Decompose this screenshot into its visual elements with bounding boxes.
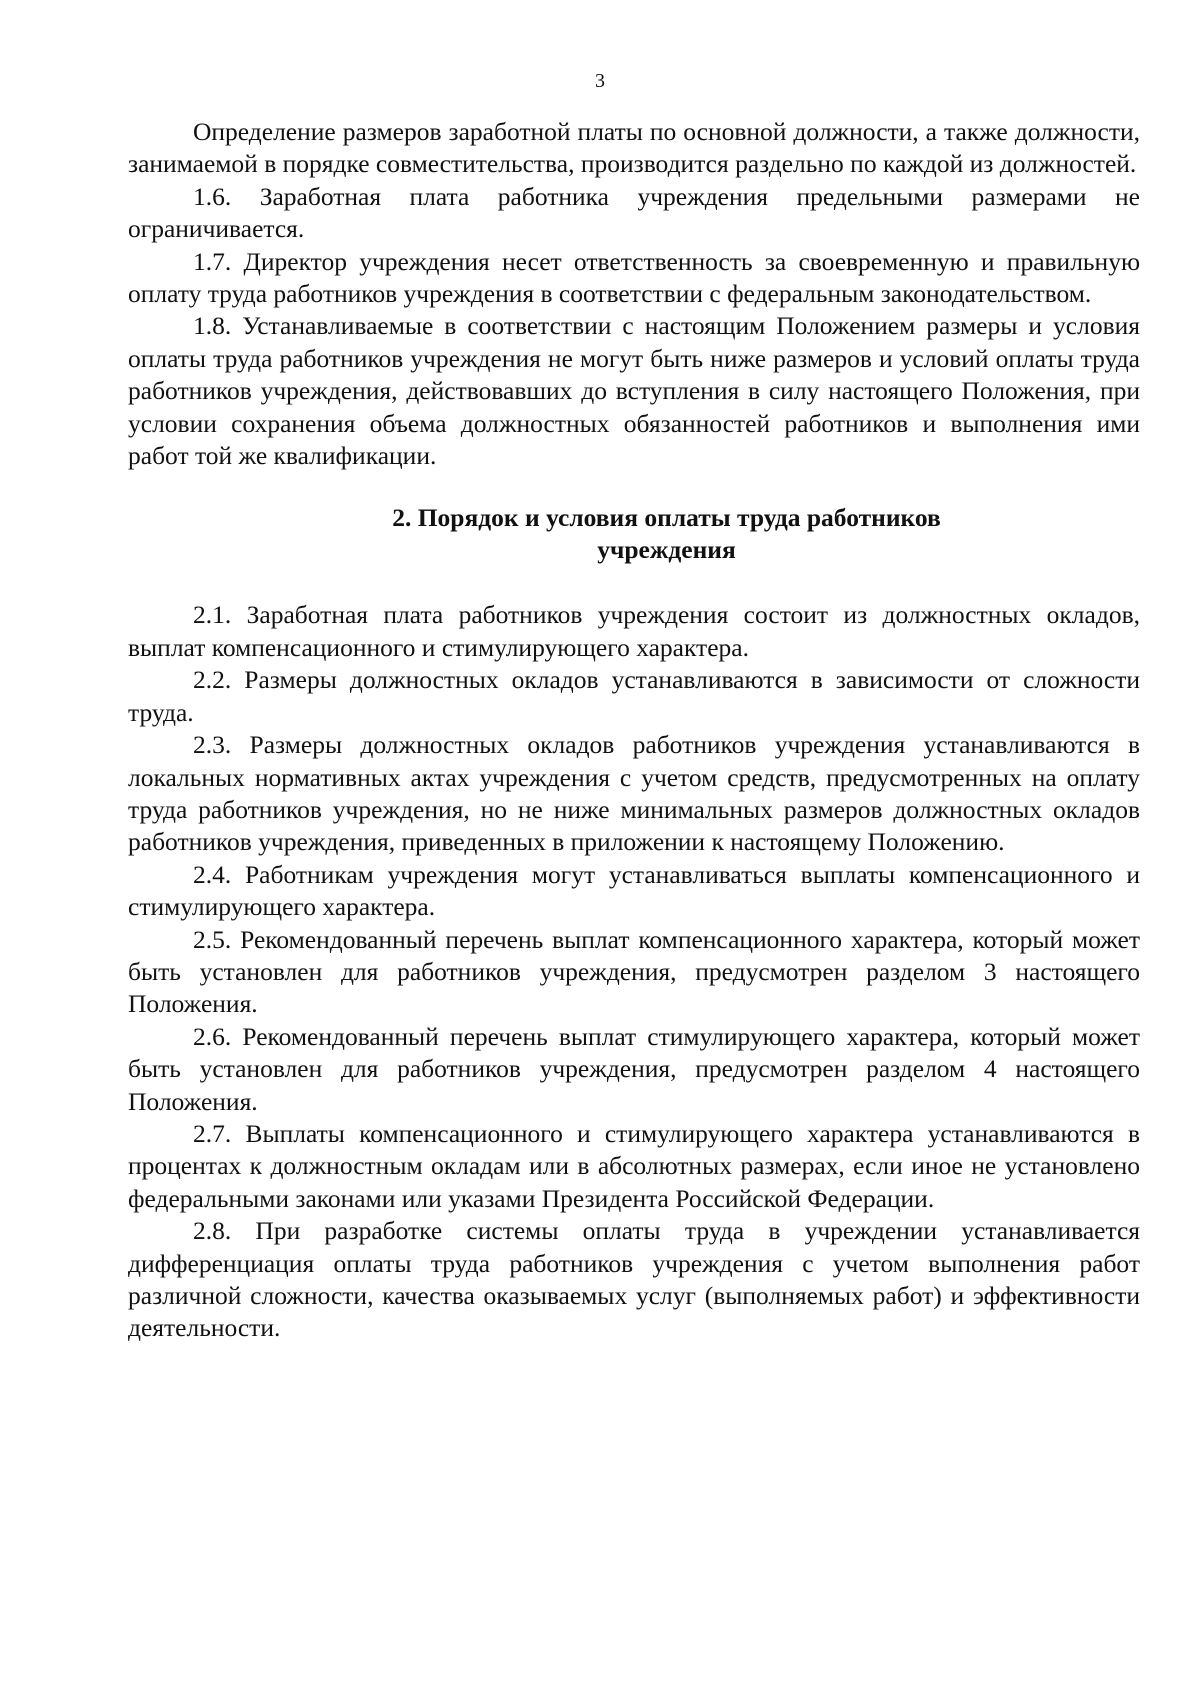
section-1-continuation [128, 116, 1140, 472]
section-2-heading [128, 502, 1140, 566]
paragraph-2-8: 2.8. При разработке системы оплаты труда в учреждении устанавливается дифференциация оплаты труда работников учреждения с учетом выполнения работ различной сложности, качества оказываемых услуг (выполняемых работ) и эффективности деятельности. [128, 1216, 1140, 1343]
section-2-heading-line-1: 2. Порядок и условия оплаты труда работников [392, 503, 941, 533]
spacer [128, 566, 1140, 599]
paragraph-2-1: 2.1. Заработная плата работников учреждения состоит из должностных окладов, выплат компенсационного и стимулирующего характера. [128, 600, 1140, 662]
section-2-heading-line-2: учреждения [597, 535, 736, 565]
paragraph-1-8: 1.8. Устанавливаемые в соответствии с настоящим Положением размеры и условия оплаты труда работников учреждения не могут быть ниже размеров и условий оплаты труда работников учреждения, действовавших до вступления в силу настоящего Положения, при условии сохранения объема должностных обязанностей работников и выполнения ими работ той же квалификации. [128, 311, 1140, 471]
paragraph-2-5: 2.5. Рекомендованный перечень выплат компенсационного характера, который может быть установлен для работников учреждения, предусмотрен разделом 3 настоящего Положения. [128, 924, 1140, 1019]
document-body [128, 116, 1140, 1345]
spacer [128, 472, 1140, 502]
paragraph-1-5-continuation: Определение размеров заработной платы по основной должности, а также должности, занимаемой в порядке совместительства, производится раздельно по каждой из должностей. [128, 117, 1140, 179]
paragraph-2-7: 2.7. Выплаты компенсационного и стимулирующего характера устанавливаются в процентах к должностным окладам или в абсолютных размерах, если иное не установлено федеральными законами или указами Президента Российской Федерации. [128, 1118, 1140, 1213]
paragraph-1-6: 1.6. Заработная плата работника учреждения предельными размерами не ограничивается. [128, 181, 1140, 244]
page-number: 3 [595, 70, 605, 92]
paragraph-2-2: 2.2. Размеры должностных окладов устанавливаются в зависимости от сложности труда. [128, 665, 1140, 727]
section-2-body [128, 599, 1140, 1344]
paragraph-2-6: 2.6. Рекомендованный перечень выплат стимулирующего характера, который может быть установлен для работников учреждения, предусмотрен разделом 4 настоящего Положения. [128, 1021, 1140, 1116]
paragraph-2-4: 2.4. Работникам учреждения могут устанавливаться выплаты компенсационного и стимулирующего характера. [128, 859, 1140, 922]
paragraph-2-3: 2.3. Размеры должностных окладов работников учреждения устанавливаются в локальных нормативных актах учреждения с учетом средств, предусмотренных на оплату труда работников учреждения, но не ниже минимальных размеров должностных окладов работников учреждения, приведенных в приложении к настоящему Положению. [128, 730, 1140, 857]
paragraph-1-7: 1.7. Директор учреждения несет ответственность за своевременную и правильную оплату труда работников учреждения в соответствии с федеральным законодательством. [128, 246, 1140, 309]
